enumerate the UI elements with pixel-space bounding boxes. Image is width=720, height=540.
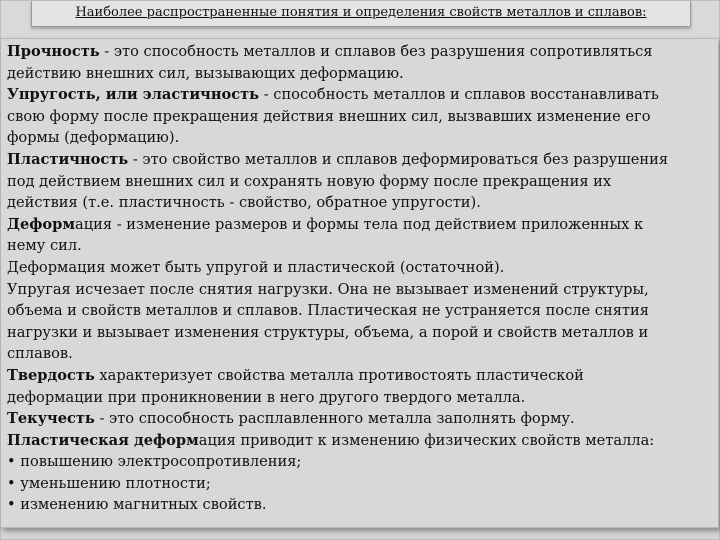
term-fluidity: Текучесть [7,410,95,428]
text-line: Твердость характеризует свойства металла противостоять пластической [7,366,584,384]
term-plastic-deformation: Пластическая деформ [7,431,199,449]
text-line: Упругость, или эластичность - способность металлов и сплавов восстанавливать [7,86,659,104]
text-line: Деформация может быть упругой и пластической (остаточной). [7,258,505,276]
text-line: сплавов. [7,345,73,363]
text-line: Текучесть - это способность расплавленного металла заполнять форму. [7,410,575,428]
text-line: под действием внешних сил и сохранять новую форму после прекращения их [7,172,612,190]
term-deformation: Деформ [7,215,76,233]
bullet-item: • уменьшению плотности; [7,474,211,492]
term-strength: Прочность [7,43,100,60]
text-line: нагрузки и вызывает изменения структуры, объема, а порой и свойств металлов и [7,323,649,341]
text-line: нему сил. [7,237,82,255]
text-line: Пластическая деформация приводит к изменению физических свойств металла: [7,431,655,449]
slide-title [31,1,691,27]
slide-title-text: Наиболее распространенные понятия и определения свойств металлов и сплавов: [75,5,647,20]
text-line: действия (т.е. пластичность - свойство, обратное упругости). [7,194,481,212]
text-line: формы (деформацию). [7,129,180,147]
term-elasticity: Упругость, или эластичность [7,86,260,104]
bullet-item: • изменению магнитных свойств. [7,496,267,514]
text-line: Упругая исчезает после снятия нагрузки. Она не вызывает изменений структуры, [7,280,649,298]
text-line: Пластичность - это свойство металлов и сплавов деформироваться без разрушения [7,150,669,168]
text-line: деформации при проникновении в него другого твердого металла. [7,388,526,406]
text-line: Прочность - это способность металлов и сплавов без разрушения сопротивляться [7,43,653,60]
term-hardness: Твердость [7,366,95,384]
text-line: объема и свойств металлов и сплавов. Пластическая не устраняется после снятия [7,302,649,320]
term-plasticity: Пластичность [7,150,129,168]
bullet-item: • повышению электросопротивления; [7,453,302,471]
text-line: действию внешних сил, вызывающих деформацию. [7,64,404,82]
text-line: свою форму после прекращения действия внешних сил, вызвавших изменение его [7,107,651,125]
text-line: Деформация - изменение размеров и формы тела под действием приложенных к [7,215,644,233]
definitions-text-block [1,38,719,528]
